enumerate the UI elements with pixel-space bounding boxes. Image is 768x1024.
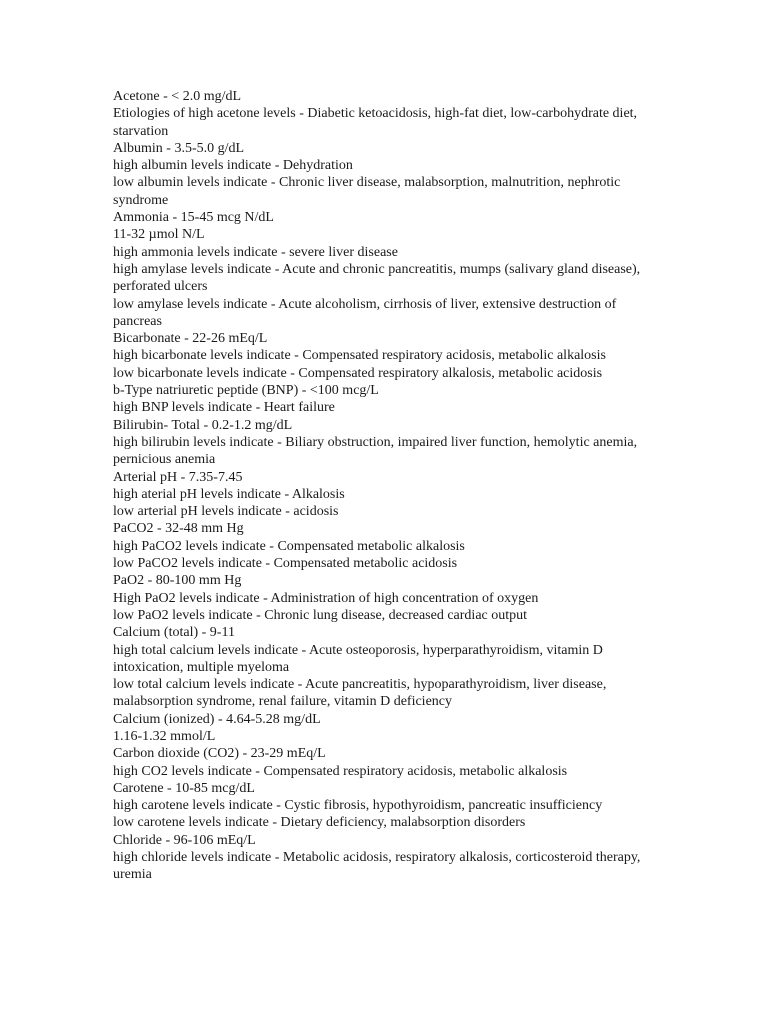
text-line: 1.16-1.32 mmol/L: [113, 728, 216, 744]
text-line: Calcium (total) - 9-11: [113, 625, 235, 641]
text-line: high albumin levels indicate - Dehydration: [113, 158, 353, 174]
text-line: Arterial pH - 7.35-7.45: [113, 469, 243, 485]
text-line: high chloride levels indicate - Metabolic acidosis, respiratory alkalosis, corticosteroid therapy, uremia: [113, 850, 641, 883]
text-line: high amylase levels indicate - Acute and chronic pancreatitis, mumps (salivary gland disease), perforated ulcers: [113, 261, 641, 295]
text-line: high CO2 levels indicate - Compensated respiratory acidosis, metabolic alkalosis: [113, 763, 568, 779]
text-line: b-Type natriuretic peptide (BNP) - <100 mcg/L: [113, 383, 379, 399]
text-line: PaO2 - 80-100 mm Hg: [113, 573, 242, 589]
text-line: Bicarbonate - 22-26 mEq/L: [113, 331, 268, 347]
text-line: high BNP levels indicate - Heart failure: [113, 400, 335, 416]
text-line: high PaCO2 levels indicate - Compensated metabolic alkalosis: [113, 538, 465, 554]
text-line: Carbon dioxide (CO2) - 23-29 mEq/L: [113, 746, 326, 762]
text-line: Acetone - < 2.0 mg/dL: [113, 89, 242, 104]
text-line: Albumin - 3.5-5.0 g/dL: [113, 140, 245, 156]
text-line: low bicarbonate levels indicate - Compensated respiratory alkalosis, metabolic acidosis: [113, 365, 603, 381]
text-line: low arterial pH levels indicate - acidosis: [113, 504, 339, 520]
text-line: low PaCO2 levels indicate - Compensated metabolic acidosis: [113, 556, 458, 572]
text-line: Calcium (ionized) - 4.64-5.28 mg/dL: [113, 711, 321, 727]
text-line: Bilirubin- Total - 0.2-1.2 mg/dL: [113, 417, 293, 433]
text-line: low albumin levels indicate - Chronic liver disease, malabsorption, malnutrition, nephrotic syndrome: [113, 175, 621, 208]
document-body: [113, 88, 653, 884]
text-line: low carotene levels indicate - Dietary deficiency, malabsorption disorders: [113, 815, 526, 831]
text-line: low amylase levels indicate - Acute alcoholism, cirrhosis of liver, extensive destruction of pancreas: [113, 296, 617, 329]
text-line: Etiologies of high acetone levels - Diabetic ketoacidosis, high-fat diet, low-carbohydrate diet, starvation: [113, 106, 638, 139]
text-line: high aterial pH levels indicate - Alkalosis: [113, 486, 345, 502]
text-line: high carotene levels indicate - Cystic fibrosis, hypothyroidism, pancreatic insufficiency: [113, 798, 603, 814]
text-line: PaCO2 - 32-48 mm Hg: [113, 521, 244, 537]
text-line: high total calcium levels indicate - Acute osteoporosis, hyperparathyroidism, vitamin D intoxication, multiple myeloma: [113, 642, 603, 675]
text-line: Chloride - 96-106 mEq/L: [113, 832, 256, 848]
text-line: high bicarbonate levels indicate - Compensated respiratory acidosis, metabolic alkalosis: [113, 348, 606, 364]
text-line: High PaO2 levels indicate - Administration of high concentration of oxygen: [113, 590, 539, 606]
text-line: high ammonia levels indicate - severe liver disease: [113, 244, 398, 260]
text-line: Ammonia - 15-45 mcg N/dL: [113, 210, 274, 226]
text-line: low PaO2 levels indicate - Chronic lung disease, decreased cardiac output: [113, 607, 528, 623]
text-line: Carotene - 10-85 mcg/dL: [113, 780, 255, 796]
text-line: high bilirubin levels indicate - Biliary obstruction, impaired liver function, hemolytic anemia, pernicious anemia: [113, 434, 638, 468]
text-line: low total calcium levels indicate - Acute pancreatitis, hypoparathyroidism, liver disease, malabsorption syndrome, renal failure, vitamin D deficiency: [113, 677, 607, 710]
text-line: 11-32 µmol N/L: [113, 227, 205, 243]
